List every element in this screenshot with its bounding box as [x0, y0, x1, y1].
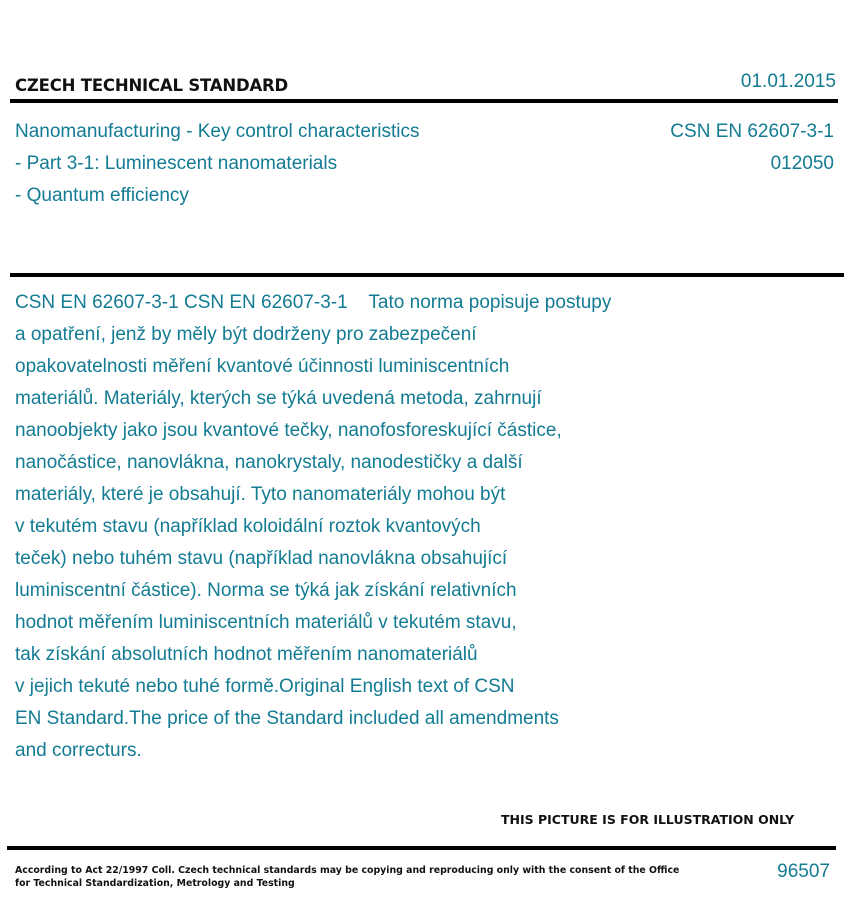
description-line: hodnot měřením luminiscentních materiálů v tekutém stavu,: [15, 612, 517, 633]
description-line: and correcturs.: [15, 740, 142, 761]
description-line: teček) nebo tuhém stavu (například nanovlákna obsahující: [15, 548, 508, 569]
document-id: 96507: [777, 861, 830, 882]
legal-notice: [15, 864, 679, 890]
legal-line: for Technical Standardization, Metrology and Testing: [15, 878, 295, 889]
description-line: luminiscentní částice). Norma se týká jak získání relativních: [15, 580, 517, 601]
standard-description: [15, 287, 705, 767]
description-line: opakovatelnosti měření kvantové účinnosti luminiscentních: [15, 356, 510, 377]
document-type-label: CZECH TECHNICAL STANDARD: [15, 76, 289, 95]
classification-code: 012050: [770, 153, 834, 174]
description-line: nanoobjekty jako jsou kvantové tečky, nanofosforeskující částice,: [15, 420, 562, 441]
description-line: v jejich tekuté nebo tuhé formě.Original English text of CSN: [15, 676, 515, 697]
description-line: nanočástice, nanovlákna, nanokrystaly, nanodestičky a další: [15, 452, 523, 473]
description-line: EN Standard.The price of the Standard included all amendments: [15, 708, 559, 729]
standard-identifier: [670, 116, 834, 180]
description-line: v tekutém stavu (například koloidální roztok kvantových: [15, 516, 481, 537]
header-divider: [10, 99, 838, 103]
description-line: materiály, které je obsahují. Tyto nanomateriály mohou být: [15, 484, 506, 505]
standard-title: [15, 116, 419, 212]
title-divider: [10, 273, 844, 277]
description-line: CSN EN 62607-3-1 CSN EN 62607-3-1 Tato norma popisuje postupy: [15, 292, 612, 313]
standard-number: CSN EN 62607-3-1: [670, 121, 834, 142]
description-line: materiálů. Materiály, kterých se týká uvedená metoda, zahrnují: [15, 388, 542, 409]
legal-line: According to Act 22/1997 Coll. Czech technical standards may be copying and reproducing only with the consent of the Office: [15, 865, 680, 876]
title-line: - Part 3-1: Luminescent nanomaterials: [15, 153, 338, 174]
footer-divider: [7, 846, 836, 850]
title-line: Nanomanufacturing - Key control characteristics: [15, 121, 420, 142]
publication-date: 01.01.2015: [740, 71, 836, 92]
description-line: a opatření, jenž by měly být dodrženy pro zabezpečení: [15, 324, 477, 345]
title-line: - Quantum efficiency: [15, 185, 189, 206]
description-line: tak získání absolutních hodnot měřením nanomateriálů: [15, 644, 478, 665]
illustration-disclaimer: THIS PICTURE IS FOR ILLUSTRATION ONLY: [501, 812, 795, 827]
